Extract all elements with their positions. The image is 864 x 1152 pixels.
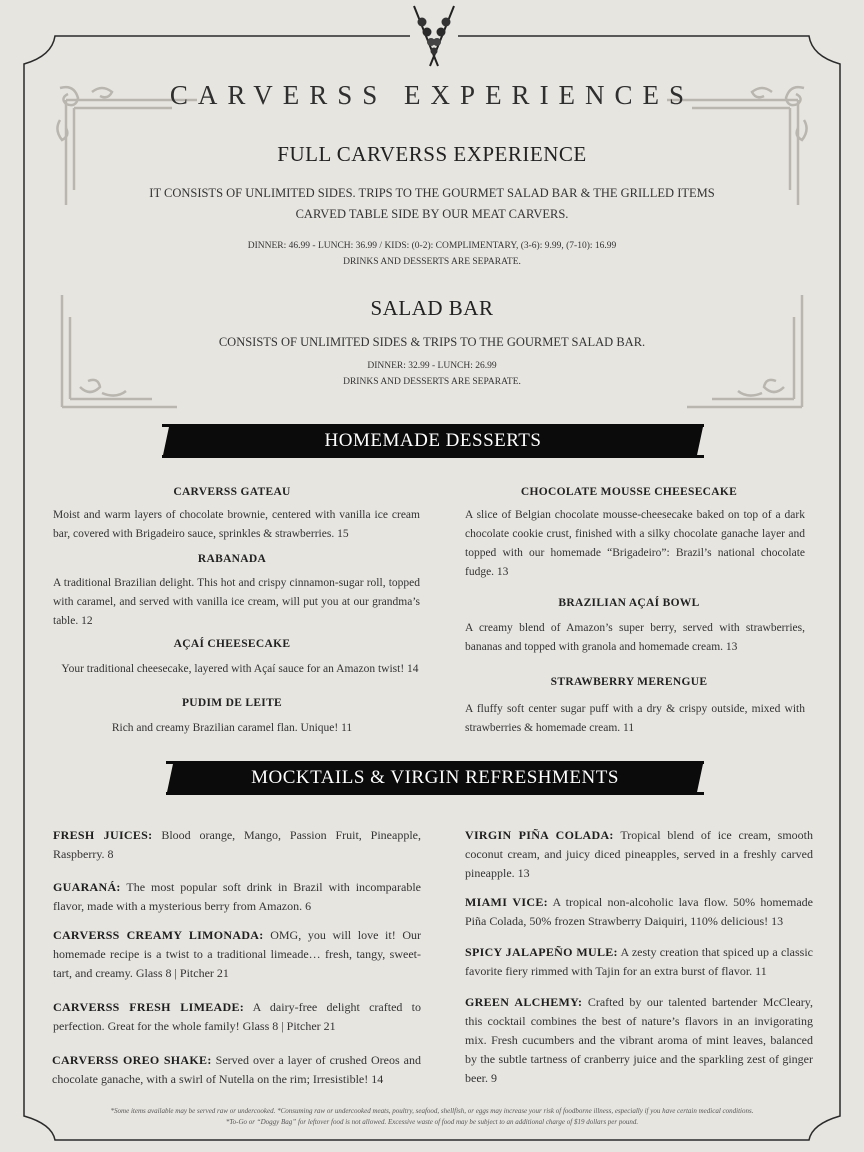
page-title: CARVERSS EXPERIENCES bbox=[169, 80, 695, 110]
mocktail-name: CARVERSS FRESH LIMEADE: bbox=[53, 1000, 245, 1014]
mocktail-description: Tropical blend of ice cream, smooth coconut cream, and juicy diced pineapples, served in a freshly carved pineapple. 13 bbox=[465, 828, 814, 880]
salad-bar-note: DRINKS AND DESSERTS ARE SEPARATE. bbox=[343, 377, 521, 387]
mocktail-item bbox=[465, 993, 813, 1088]
mocktail-item bbox=[52, 1051, 421, 1089]
dessert-name: PUDIM DE LEITE bbox=[181, 697, 283, 709]
mocktail-item bbox=[53, 998, 421, 1036]
full-experience-note: DRINKS AND DESSERTS ARE SEPARATE. bbox=[343, 257, 521, 267]
mocktail-description: A zesty creation that spiced up a classic favorite fiery rimmed with Tajin for an extra burst of flavor. 11 bbox=[465, 945, 813, 978]
mocktail-item bbox=[465, 826, 813, 883]
dessert-description: A fluffy soft center sugar puff with a dry & crispy outside, mixed with strawberries & homemade cream. 11 bbox=[465, 703, 805, 734]
dessert-description: A creamy blend of Amazon’s super berry, served with strawberries, bananas and topped with granola and homemade cream. 13 bbox=[465, 622, 805, 653]
full-experience-line1: IT CONSISTS OF UNLIMITED SIDES. TRIPS TO THE GOURMET SALAD BAR & THE GRILLED ITEMS bbox=[149, 186, 715, 200]
mocktail-item bbox=[53, 826, 421, 864]
dessert-description: Your traditional cheesecake, layered with Açaí sauce for an Amazon twist! 14 bbox=[61, 663, 419, 675]
footer-policy: *To-Go or “Doggy Bag” for leftover food is not allowed. Excessive waste of food may be subject to an additional charge of $19 dollars per pound. bbox=[225, 1118, 639, 1126]
dessert-name: STRAWBERRY MERENGUE bbox=[550, 676, 708, 688]
mocktails-banner: MOCKTAILS & VIRGIN REFRESHMENTS bbox=[166, 761, 704, 795]
full-experience-prices: DINNER: 46.99 - LUNCH: 36.99 / KIDS: (0-2): COMPLIMENTARY, (3-6): 9.99, (7-10): 16.99 bbox=[247, 241, 617, 251]
dessert-description: A slice of Belgian chocolate mousse-cheesecake baked on top of a dark chocolate cookie crust, finished with a silky chocolate ganache layer and topped with our homemade “Brigadeiro”: Brazil’s national chocolate fudge. 13 bbox=[465, 509, 805, 578]
dessert-name: RABANADA bbox=[197, 553, 267, 565]
dessert-name: CHOCOLATE MOUSSE CHEESECAKE bbox=[520, 486, 738, 498]
dessert-name: AÇAÍ CHEESECAKE bbox=[173, 638, 291, 650]
dessert-name: CARVERSS GATEAU bbox=[173, 486, 291, 498]
mocktail-item bbox=[465, 893, 813, 931]
salad-bar-description: CONSISTS OF UNLIMITED SIDES & TRIPS TO THE GOURMET SALAD BAR. bbox=[218, 335, 646, 349]
mocktail-name: GREEN ALCHEMY: bbox=[465, 995, 583, 1009]
mocktail-name: MIAMI VICE: bbox=[465, 895, 548, 909]
mocktail-description: A dairy-free delight crafted to perfection. Great for the whole family! Glass 8 | Pitcher 21 bbox=[53, 1000, 421, 1033]
mocktail-description: A tropical non-alcoholic lava flow. 50% homemade Piña Colada, 50% frozen Strawberry Daiquiri, 110% delicious! 13 bbox=[465, 895, 813, 928]
mocktail-name: GUARANÁ: bbox=[53, 880, 121, 894]
mocktail-description: OMG, you will love it! Our homemade recipe is a twist to a traditional limeade… fresh, tangy, sweet-tart, and creamy. Glass 8 | Pitcher 21 bbox=[53, 928, 421, 980]
mocktail-description: The most popular soft drink in Brazil with incomparable flavor, made with a mysterious berry from Amazon. 6 bbox=[53, 880, 421, 913]
mocktail-name: CARVERSS CREAMY LIMONADA: bbox=[53, 928, 264, 942]
mocktail-name: VIRGIN PIÑA COLADA: bbox=[465, 828, 614, 842]
dessert-description: Moist and warm layers of chocolate brownie, centered with vanilla ice cream bar, covered with Brigadeiro sauce, sprinkles & strawberries. 15 bbox=[53, 509, 420, 540]
mocktail-item bbox=[465, 943, 813, 981]
dessert-description: A traditional Brazilian delight. This hot and crispy cinnamon-sugar roll, topped with caramel, and served with vanilla ice cream, will put you at our grandma’s table. 12 bbox=[53, 577, 420, 627]
skewers-icon bbox=[408, 2, 460, 70]
salad-bar-prices: DINNER: 32.99 - LUNCH: 26.99 bbox=[367, 361, 497, 371]
mocktail-item bbox=[53, 926, 421, 983]
dessert-name: BRAZILIAN AÇAÍ BOWL bbox=[558, 597, 700, 609]
full-experience-line2: CARVED TABLE SIDE BY OUR MEAT CARVERS. bbox=[295, 207, 569, 221]
mocktail-name: CARVERSS OREO SHAKE: bbox=[52, 1053, 212, 1067]
desserts-banner: HOMEMADE DESSERTS bbox=[162, 424, 704, 458]
footer-disclaimer: *Some items available may be served raw or undercooked. *Consuming raw or undercooked meats, poultry, seafood, shellfish, or eggs may increase your risk of foodborne illness, especially if you have certain medical conditions. bbox=[110, 1107, 754, 1115]
mocktail-description: Served over a layer of crushed Oreos and chocolate ganache, with a swirl of Nutella on the rim; Irresistible! 14 bbox=[52, 1053, 421, 1086]
dessert-description: Rich and creamy Brazilian caramel flan. Unique! 11 bbox=[111, 722, 353, 734]
mocktail-name: SPICY JALAPEÑO MULE: bbox=[465, 945, 618, 959]
mocktail-description: Blood orange, Mango, Passion Fruit, Pineapple, Raspberry. 8 bbox=[53, 828, 421, 861]
mocktail-description: Crafted by our talented bartender McCleary, this cocktail combines the best of nature’s flavors in an invigorating mix. Fresh cucumbers and the vibrant aroma of mint leaves, balanced by the subtle tartness of cranberry juice and the sparkling zest of ginger beer. 9 bbox=[465, 995, 813, 1085]
full-experience-heading: FULL CARVERSS EXPERIENCE bbox=[277, 142, 587, 166]
salad-bar-heading: SALAD BAR bbox=[370, 296, 494, 320]
mocktail-item bbox=[53, 878, 421, 916]
mocktail-name: FRESH JUICES: bbox=[53, 828, 153, 842]
